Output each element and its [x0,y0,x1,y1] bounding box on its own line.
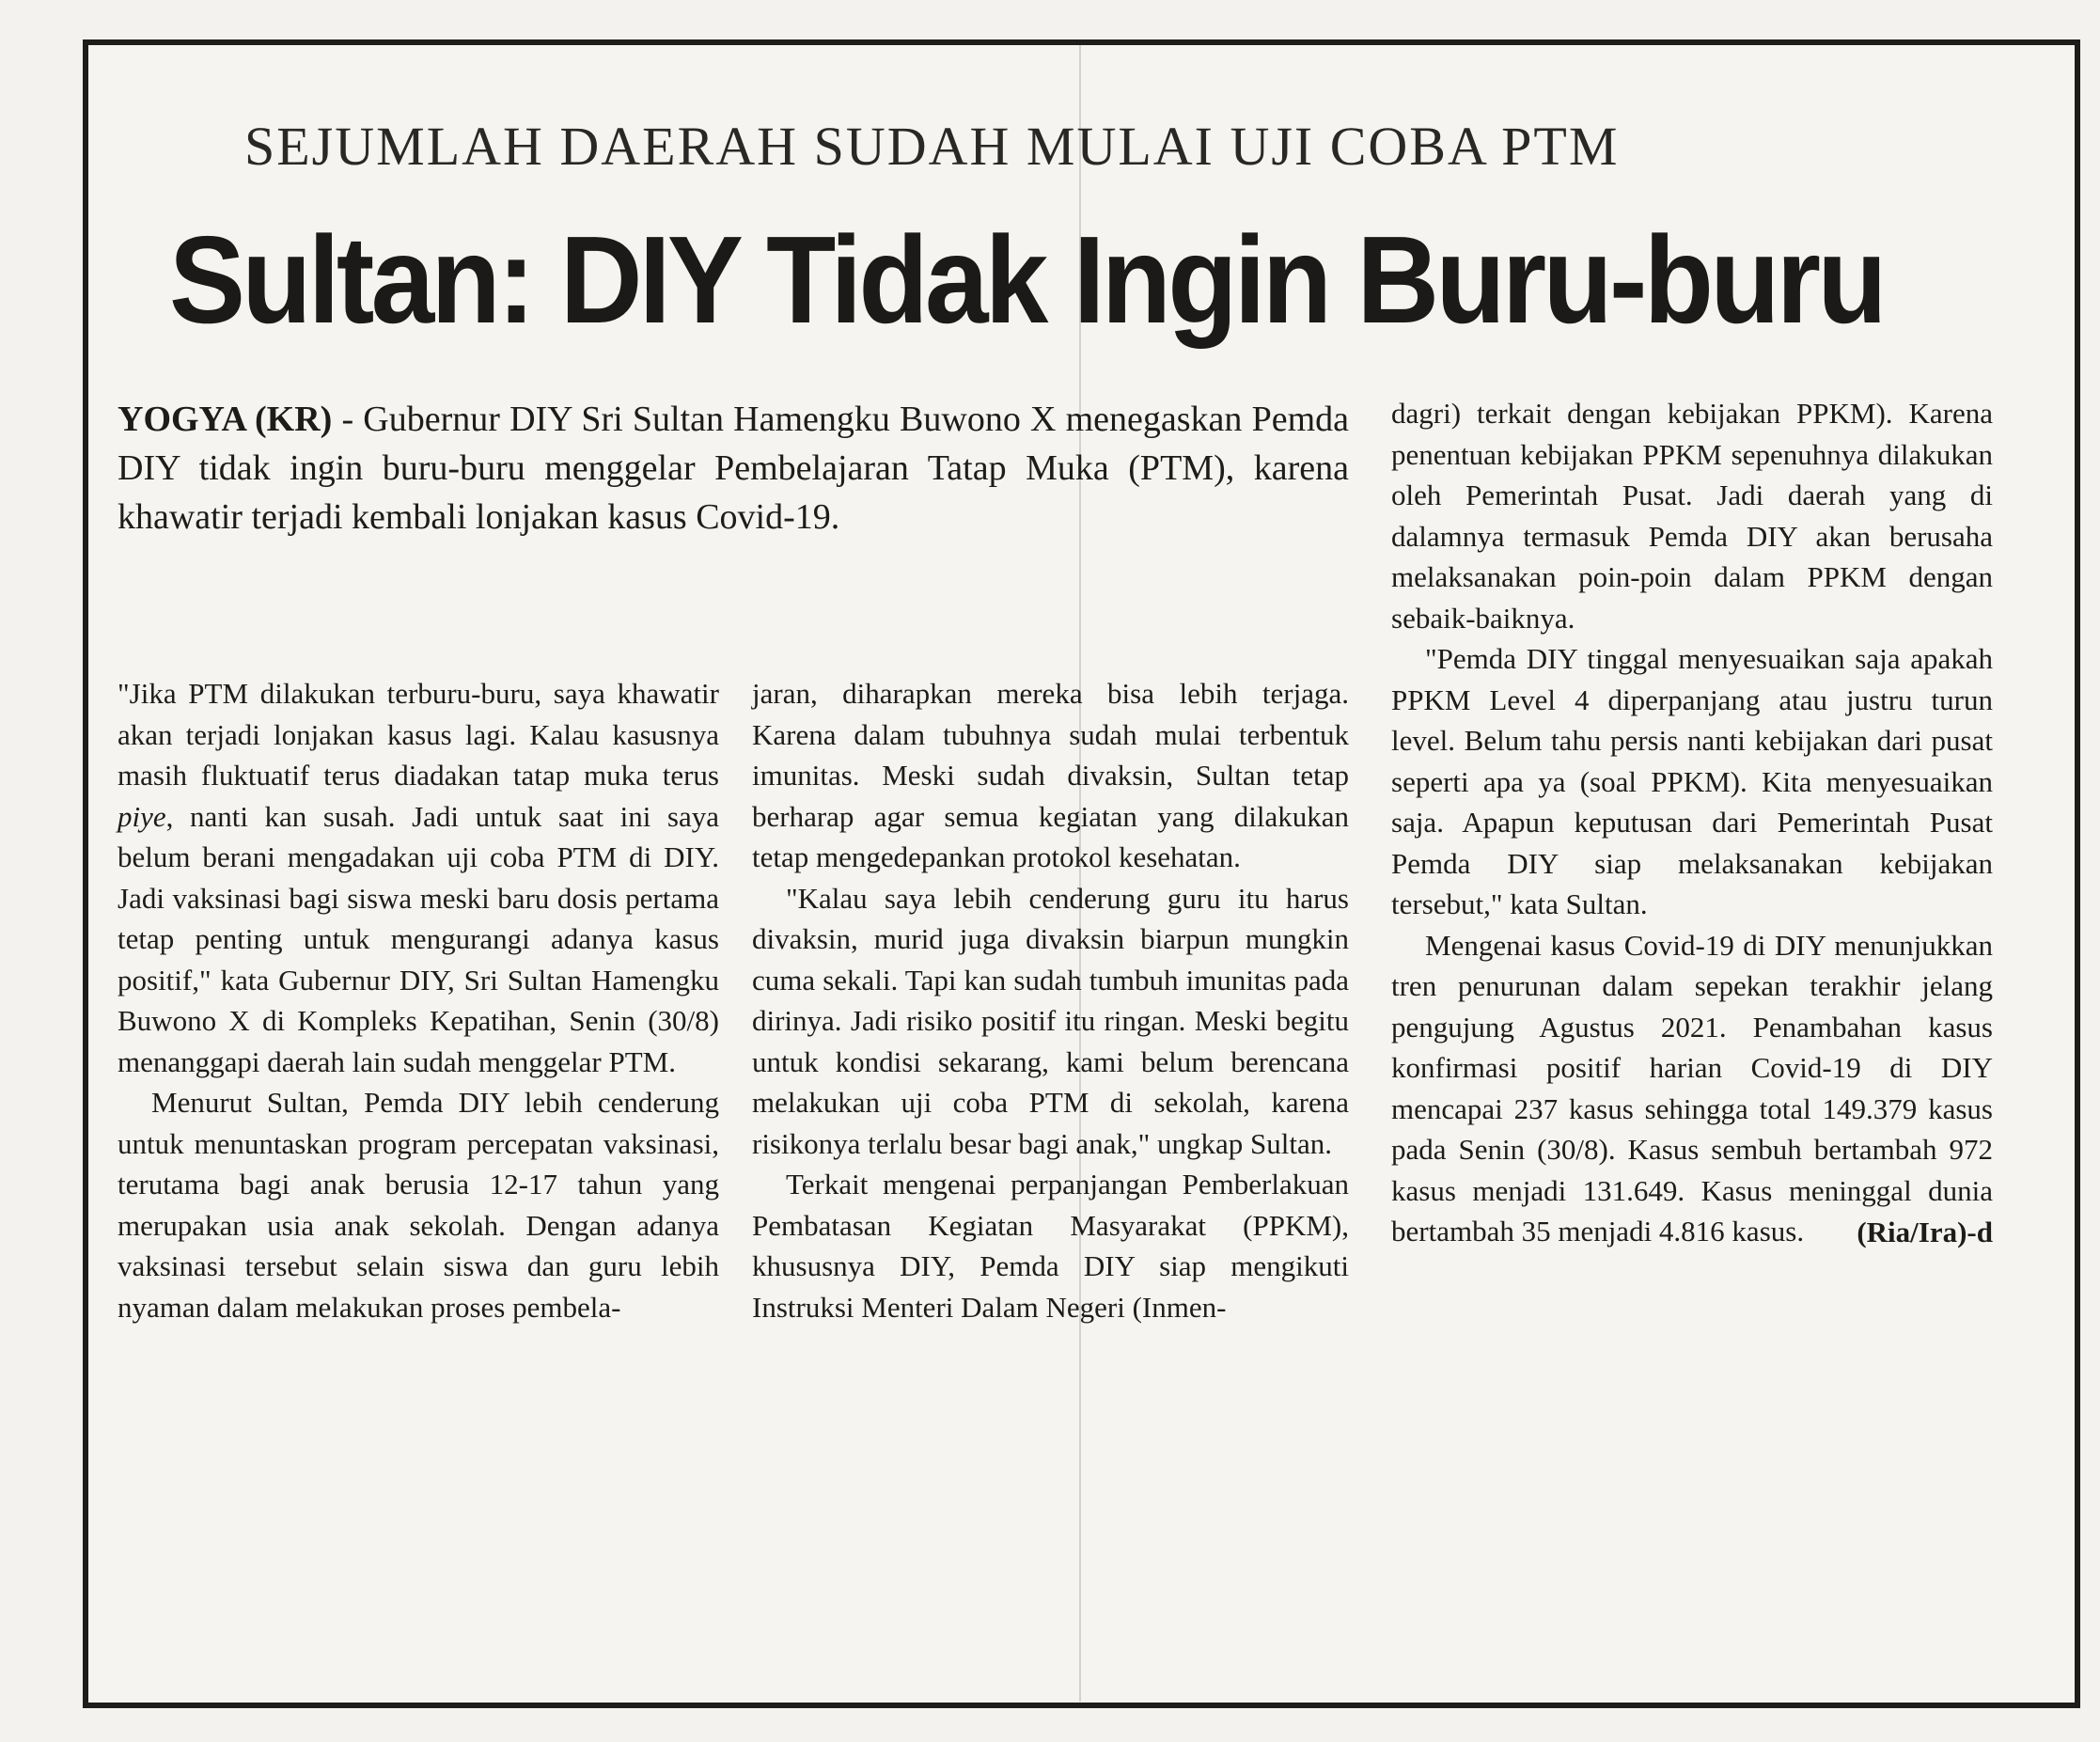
article-lead [118,395,1349,541]
paragraph: Mengenai kasus Covid-19 di DIY menunjukkan tren penurunan dalam sepekan terakhir jelang pengujung Agustus 2021. Penambahan kasus konfirmasi positif harian Covid-19 di DIY mencapai 237 kasus sehingga total 149.379 kasus pada Senin (30/8). Kasus sembuh bertambah 972 kasus menjadi 131.649. Kasus meninggal dunia bertambah 35 menjadi 4.816 kasus. [1391,928,1993,1248]
paragraph: "Pemda DIY tinggal menyesuaikan saja apakah PPKM Level 4 diperpanjang atau justru turun level. Belum tahu persis nanti kebijakan dari pusat seperti apa ya (soal PPKM). Kita menyesuaikan saja. Apapun keputusan dari Pemerintah Pusat Pemda DIY siap melaksanakan kebijakan tersebut," kata Sultan. [1391,642,1993,920]
article-dateline: YOGYA (KR) [118,400,333,439]
article-column-1 [118,673,719,1327]
article-column-3 [1391,393,1993,1252]
paragraph: jaran, diharapkan mereka bisa lebih terjaga. Karena dalam tubuhnya sudah mulai terbentuk imunitas. Meski sudah divaksin, Sultan tetap berharap agar semua kegiatan yang dilakukan tetap mengedepankan protokol kesehatan. [752,677,1349,873]
article-byline: (Ria/Ira)-d [1857,1215,1993,1248]
paragraph: Menurut Sultan, Pemda DIY lebih cenderung untuk menuntaskan program percepatan vaksinasi, terutama bagi anak berusia 12-17 tahun yang merupakan usia anak sekolah. Dengan adanya vaksinasi tersebut selain siswa dan guru lebih nyaman dalam melakukan proses pembela- [118,1086,719,1324]
paragraph-italic-text: piye [118,799,166,833]
paragraph-text: , nanti kan susah. Jadi untuk saat ini saya belum berani mengadakan uji coba PTM di DIY. Jadi vaksinasi bagi siswa meski baru dosis pertama tetap penting untuk mengurangi adanya kasus positif," kata Gubernur DIY, Sri Sultan Hamengku Buwono X di Kompleks Kepatihan, Senin (30/8) menanggapi daerah lain sudah menggelar PTM. [118,799,719,1078]
article-headline: Sultan: DIY Tidak Ingin Buru-buru [169,211,1884,349]
paragraph: dagri) terkait dengan kebijakan PPKM). Karena penentuan kebijakan PPKM sepenuhnya dilakukan oleh Pemerintah Pusat. Jadi daerah yang di dalamnya termasuk Pemda DIY akan berusaha melaksanakan poin-poin dalam PPKM dengan sebaik-baiknya. [1391,397,1993,635]
paragraph-text: "Jika PTM dilakukan terburu-buru, saya khawatir akan terjadi lonjakan kasus lagi. Kalau kasusnya masih fluktuatif terus diadakan tatap muka terus [118,677,719,792]
article-lead-text: - Gubernur DIY Sri Sultan Hamengku Buwono X menegaskan Pemda DIY tidak ingin buru-buru menggelar Pembelajaran Tatap Muka (PTM), karena khawatir terjadi kembali lonjakan kasus Covid-19. [118,400,1349,537]
article-kicker: SEJUMLAH DAERAH SUDAH MULAI UJI COBA PTM [244,116,1620,177]
paragraph: Terkait mengenai perpanjangan Pemberlakuan Pembatasan Kegiatan Masyarakat (PPKM), khususnya DIY, Pemda DIY siap mengikuti Instruksi Menteri Dalam Negeri (Inmen- [752,1168,1349,1324]
paragraph [118,673,719,1082]
article-column-2 [752,673,1349,1327]
paragraph: "Kalau saya lebih cenderung guru itu harus divaksin, murid juga divaksin biarpun mungkin cuma sekali. Tapi kan sudah tumbuh imunitas pada dirinya. Jadi risiko positif itu ringan. Meski begitu untuk kondisi sekarang, kami belum berencana melakukan uji coba PTM di sekolah, karena risikonya terlalu besar bagi anak," ungkap Sultan. [752,881,1349,1160]
